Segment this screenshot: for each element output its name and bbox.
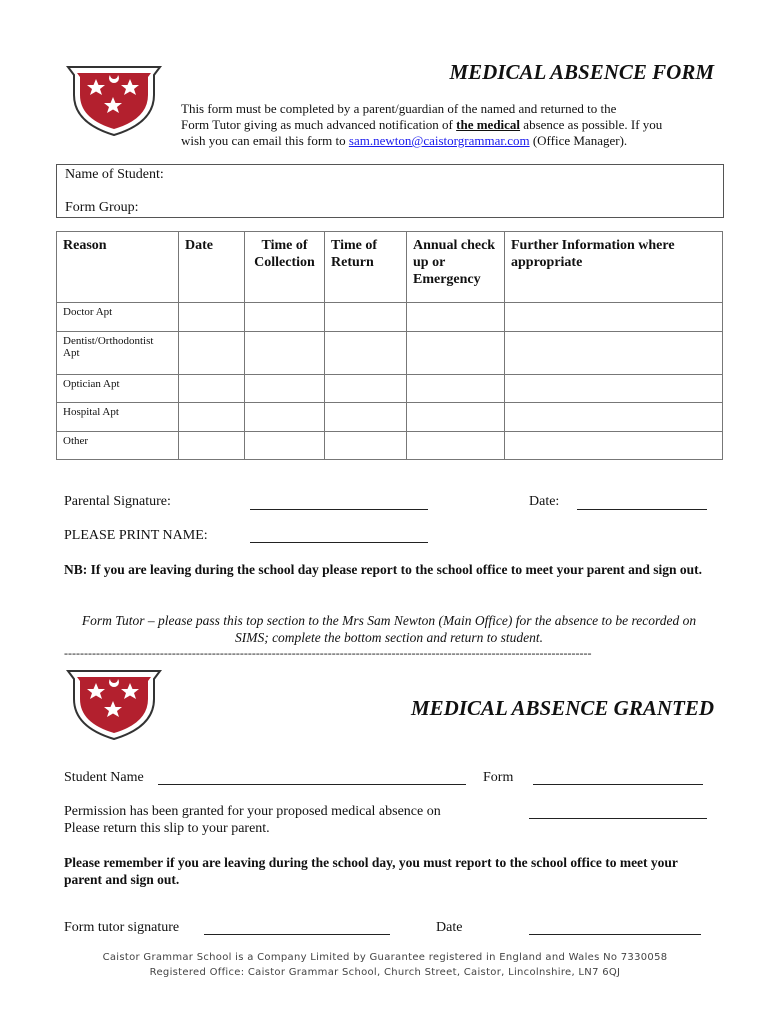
cell-input[interactable]: [505, 403, 723, 432]
cell-input[interactable]: [245, 403, 325, 432]
header-time-return: Time of Return: [325, 232, 407, 303]
office-email-link[interactable]: sam.newton@caistorgrammar.com: [348, 133, 530, 148]
table-row: [57, 332, 723, 375]
cell-input[interactable]: [407, 303, 505, 332]
cut-line: ------------------------------------------------------------------------------------------------------------------------------------: [64, 646, 592, 660]
footer-registered-office: Registered Office: Caistor Grammar School, Church Street, Caistor, Lincolnshire, LN7 6QJ: [149, 967, 621, 978]
school-crest-bottom: [66, 669, 162, 741]
permission-text: Permission has been granted for your proposed medical absence on: [64, 804, 441, 819]
cell-input[interactable]: [325, 403, 407, 432]
row-reason-optician: Optician Apt: [57, 375, 179, 403]
cell-input[interactable]: [245, 375, 325, 403]
header-further-info: Further Information where appropriate: [505, 232, 723, 303]
print-name-label: PLEASE PRINT NAME:: [64, 528, 208, 543]
signature-date-label: Date:: [529, 494, 560, 509]
absence-table: [56, 231, 723, 460]
intro-text: [181, 101, 721, 149]
tutor-signature-line[interactable]: [204, 934, 390, 935]
cell-input[interactable]: [407, 375, 505, 403]
permission-date-line[interactable]: [529, 818, 707, 819]
slip-date-label: Date: [436, 920, 463, 935]
cell-input[interactable]: [245, 303, 325, 332]
table-row: [57, 375, 723, 403]
table-row: [57, 303, 723, 332]
table-row: [57, 403, 723, 432]
return-slip-text: Please return this slip to your parent.: [64, 821, 270, 836]
cell-input[interactable]: [407, 432, 505, 460]
nb-note: NB: If you are leaving during the school day please report to the school office to meet your parent and sign out.: [64, 562, 702, 577]
cell-input[interactable]: [407, 332, 505, 375]
intro-line-2: Form Tutor giving as much advanced notification of the medical absence as possible. If you: [181, 117, 663, 132]
student-name-label: Name of Student:: [65, 167, 164, 182]
form-slip-label: Form: [483, 770, 514, 785]
tutor-signature-label: Form tutor signature: [64, 920, 180, 935]
form-tutor-note: Form Tutor – please pass this top section to the Mrs Sam Newton (Main Office) for the absence to be recorded on SIMS; complete the bottom section and return to student.: [81, 613, 697, 645]
cell-input[interactable]: [325, 303, 407, 332]
cell-input[interactable]: [245, 432, 325, 460]
cell-input[interactable]: [325, 332, 407, 375]
student-name-slip-line[interactable]: [158, 784, 466, 785]
cell-input[interactable]: [179, 403, 245, 432]
cell-input[interactable]: [179, 332, 245, 375]
row-reason-other: Other: [57, 432, 179, 460]
form-group-label: Form Group:: [65, 200, 139, 215]
granted-title: MEDICAL ABSENCE GRANTED: [410, 696, 714, 720]
header-annual-emergency: Annual check up or Emergency: [407, 232, 505, 303]
table-header-row: [57, 232, 723, 303]
cell-input[interactable]: [505, 303, 723, 332]
school-crest-top: [66, 65, 162, 137]
reminder-note: Please remember if you are leaving during the school day, you must report to the school office to meet your parent and sign out.: [64, 855, 678, 887]
cell-input[interactable]: [505, 375, 723, 403]
signature-date-line[interactable]: [577, 509, 707, 510]
row-reason-dentist: Dentist/Orthodontist Apt: [57, 332, 179, 375]
cell-input[interactable]: [179, 303, 245, 332]
student-details-box: [56, 164, 724, 218]
intro-line-3: wish you can email this form to sam.newton@caistorgrammar.com (Office Manager).: [181, 133, 628, 148]
cell-input[interactable]: [179, 375, 245, 403]
row-reason-hospital: Hospital Apt: [57, 403, 179, 432]
header-reason: Reason: [57, 232, 179, 303]
header-date: Date: [179, 232, 245, 303]
cell-input[interactable]: [505, 432, 723, 460]
cell-input[interactable]: [179, 432, 245, 460]
print-name-line[interactable]: [250, 542, 428, 543]
form-slip-line[interactable]: [533, 784, 703, 785]
row-reason-doctor: Doctor Apt: [57, 303, 179, 332]
cell-input[interactable]: [407, 403, 505, 432]
slip-date-line[interactable]: [529, 934, 701, 935]
cell-input[interactable]: [505, 332, 723, 375]
table-row: [57, 432, 723, 460]
student-name-slip-label: Student Name: [64, 770, 144, 785]
intro-line-1: This form must be completed by a parent/guardian of the named and returned to the: [181, 101, 617, 116]
emphasis-the-medical: the medical: [456, 117, 521, 132]
header-time-collection: Time of Collection: [245, 232, 325, 303]
cell-input[interactable]: [245, 332, 325, 375]
cell-input[interactable]: [325, 375, 407, 403]
parental-signature-line[interactable]: [250, 509, 428, 510]
footer-company-info: Caistor Grammar School is a Company Limited by Guarantee registered in England and Wales No 7330058: [102, 952, 668, 963]
cell-input[interactable]: [325, 432, 407, 460]
parental-signature-label: Parental Signature:: [64, 494, 171, 509]
form-title: MEDICAL ABSENCE FORM: [449, 60, 714, 84]
